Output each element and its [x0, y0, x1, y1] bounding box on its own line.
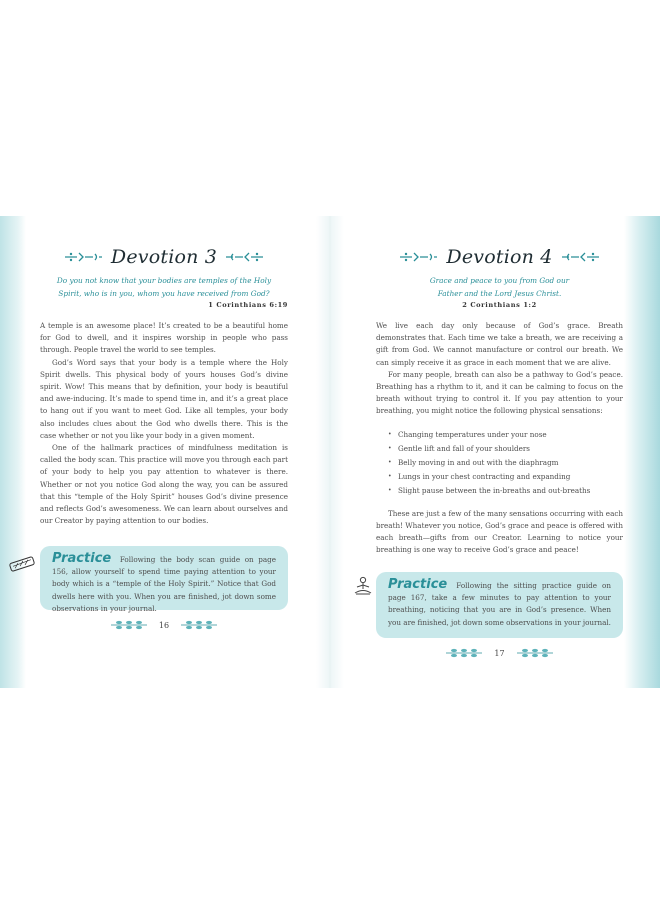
practice-box [376, 572, 623, 638]
meditation-figure-icon [352, 576, 374, 598]
list-item: • Lungs in your chest contracting and expanding [388, 470, 623, 484]
left-page [40, 216, 288, 688]
devotion-body [40, 320, 288, 527]
verse-line: Grace and peace to you from God our [429, 276, 570, 285]
body-paragraph: A temple is an awesome place! It’s created to be a beautiful home for God to dwell, and it inspires worship in people who pass through. People travel the world to see temples. [40, 321, 288, 355]
practice-text: Following the body scan guide on page 156, allow yourself to spend time paying attention to your body which is a “temple of the Holy Spirit.” Notice that God dwells here with you. When you are finished, jot down some observations in your journal. [52, 555, 276, 613]
practice-label: Practice [52, 551, 112, 566]
book-spread [0, 216, 660, 688]
flourish-ornament-icon [561, 251, 601, 263]
body-paragraph: These are just a few of the many sensations occurring with each breath! Whatever you notice, God’s grace and peace is offered with each breath—gifts from our Creator. Learning to notice your breathing is one way to receive God’s grace and peace! [376, 508, 624, 555]
page-footer [40, 616, 288, 634]
leaf-sprig-icon [515, 647, 555, 659]
leaf-sprig-icon [179, 619, 219, 631]
scripture-reference: 1 Corinthians 6:19 [208, 301, 288, 309]
scripture-verse [376, 274, 623, 300]
page-number: 16 [158, 620, 170, 630]
devotion-title: Devotion 3 [110, 246, 218, 268]
list-item: • Belly moving in and out with the diaphragm [388, 456, 623, 470]
right-title-row [376, 244, 623, 270]
leaf-sprig-icon [444, 647, 484, 659]
scripture-verse [40, 274, 288, 300]
right-page-edge [624, 216, 660, 688]
leaf-sprig-icon [109, 619, 149, 631]
practice-text: Following the sitting practice guide on page 167, take a few minutes to pay attention to your breathing, noticing that you are in God’s presence. When you are finished, jot down some observations in your journal. [388, 581, 611, 627]
list-item: • Slight pause between the in-breaths and out-breaths [388, 484, 623, 498]
flourish-ornament-icon [63, 251, 103, 263]
practice-box [40, 546, 288, 613]
verse-line: Spirit, who is in you, whom you have received from God? [58, 289, 270, 298]
verse-line: Do you not know that your bodies are temples of the Holy [56, 276, 272, 285]
sensation-list [376, 428, 623, 498]
devotion-body [376, 320, 623, 556]
body-paragraph: God’s Word says that your body is a temple where the Holy Spirit dwells. This physical body of yours houses God’s divine spirit. Wow! This means that by definition, your body is beautiful and awe-inducing. It’s made to spend time in, and it’s a great place to hang out if you want to meet God. Like all temples, your body also includes clues about the God who dwells there. This is the case whether or not you like your body in a given moment. [40, 357, 288, 440]
body-paragraph: For many people, breath can also be a pathway to God’s peace. Breathing has a rhythm to it, and it can be calming to focus on the breath without trying to control it. If you pay attention to your breathing, you might notice the following physical sensations: [376, 369, 623, 416]
body-paragraph: We live each day only because of God’s grace. Breath demonstrates that. Each time we take a breath, we are receiving a gift from God. We cannot manufacture or control our breath. We can simply receive it as grace in each moment that we are alive. [376, 321, 623, 367]
flourish-ornament-icon [398, 251, 438, 263]
verse-line: Father and the Lord Jesus Christ. [437, 289, 562, 298]
practice-label: Practice [388, 577, 448, 592]
left-page-edge [0, 216, 26, 688]
list-item: • Changing temperatures under your nose [388, 428, 623, 442]
right-page [376, 216, 623, 688]
book-gutter [316, 216, 344, 688]
flourish-ornament-icon [225, 251, 265, 263]
left-title-row [40, 244, 288, 270]
scripture-reference: 2 Corinthians 1:2 [462, 301, 537, 309]
page-number: 17 [494, 648, 505, 658]
devotion-title: Devotion 4 [446, 246, 553, 268]
list-item: • Gentle lift and fall of your shoulders [388, 442, 623, 456]
page-footer [376, 644, 623, 662]
body-scan-icon [8, 554, 36, 574]
body-paragraph: One of the hallmark practices of mindfulness meditation is called the body scan. This practice will move you through each part of your body to help you pay attention to whatever is there. Whether or not you notice God along the way, you can be assured that this “temple of the Holy Spirit” houses God’s divine presence and reflects God’s awesomeness. We can learn about ourselves and our Creator by paying attention to our bodies. [40, 443, 288, 526]
